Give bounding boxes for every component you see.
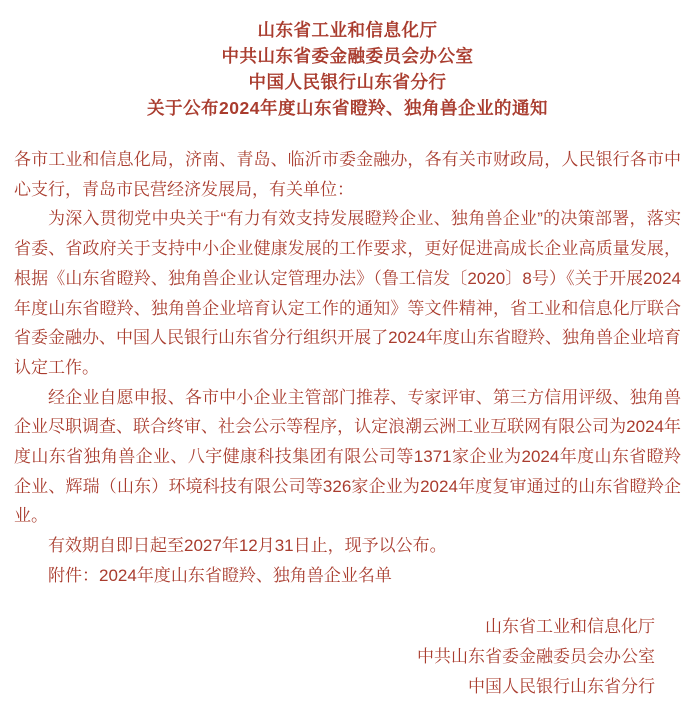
signature-org-3: 中国人民银行山东省分行 (468, 676, 655, 696)
issuing-org-line-1: 山东省工业和信息化厅 (257, 20, 438, 40)
background-paragraph: 为深入贯彻党中央关于“有力有效支持发展瞪羚企业、独角兽企业”的决策部署，落实省委、省政府关于支持中小企业健康发展的工作要求，更好促进高成长企业高质量发展，根据《山东省瞪羚、独角兽企业认定管理办法》（鲁工信发〔2020〕8号）《关于开展2024年度山东省瞪羚、独角兽企业培育认定工作的通知》等文件精神，省工业和信息化厅联合省委金融办、中国人民银行山东省分行组织开展了2024年度山东省瞪羚、独角兽企业培育认定工作。 (14, 209, 681, 377)
signature-block (14, 612, 681, 702)
attachment-line: 附件：2024年度山东省瞪羚、独角兽企业名单 (48, 565, 392, 585)
signature-org-1: 山东省工业和信息化厅 (485, 616, 655, 636)
validity-paragraph: 有效期自即日起至2027年12月31日止，现予以公布。 (48, 536, 447, 556)
document-header (14, 17, 681, 121)
document-body (14, 145, 681, 591)
issuing-org-line-3: 中国人民银行山东省分行 (248, 72, 447, 92)
salutation-paragraph: 各市工业和信息化局，济南、青岛、临沂市委金融办，各有关市财政局，人民银行各市中心支行，青岛市民营经济发展局，有关单位： (14, 150, 681, 199)
recognition-result-paragraph: 经企业自愿申报、各市中小企业主管部门推荐、专家评审、第三方信用评级、独角兽企业尽职调查、联合终审、社会公示等程序，认定浪潮云洲工业互联网有限公司为2024年度山东省独角兽企业、八宇健康科技集团有限公司等1371家企业为2024年度山东省瞪羚企业、辉瑞（山东）环境科技有限公司等326家企业为2024年度复审通过的山东省瞪羚企业。 (14, 387, 681, 526)
document-title: 关于公布2024年度山东省瞪羚、独角兽企业的通知 (147, 98, 548, 118)
signature-org-2: 中共山东省委金融委员会办公室 (417, 646, 655, 666)
issuing-org-line-2: 中共山东省委金融委员会办公室 (221, 46, 474, 66)
